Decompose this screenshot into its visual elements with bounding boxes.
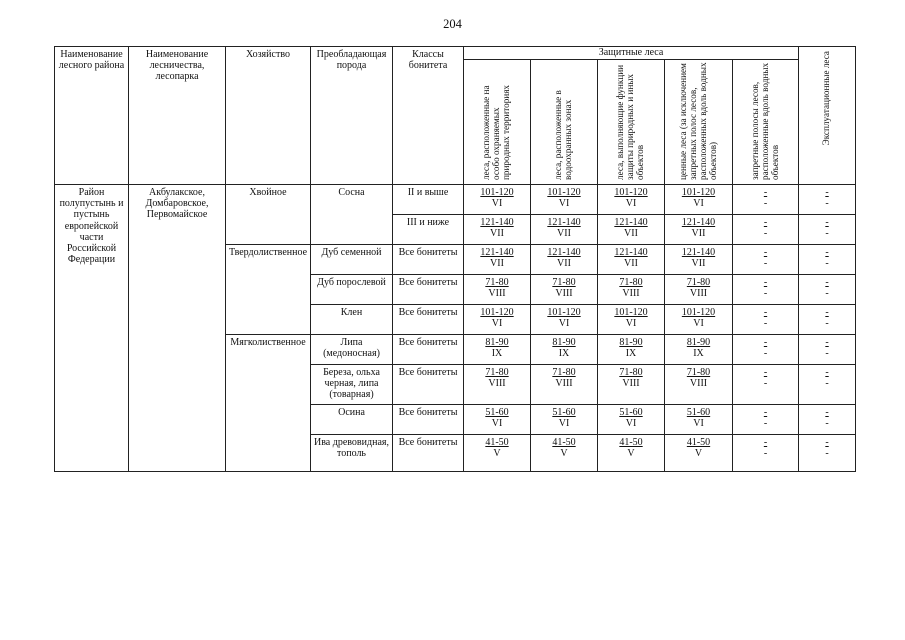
value-cell: - - <box>733 215 799 245</box>
value-cell: - - <box>733 335 799 365</box>
value-cell: - - <box>799 365 856 405</box>
header-sub-protected-areas: леса, расположенные на особо охраняемых природных территориях <box>464 60 531 185</box>
value-cell: 121-140 VII <box>598 245 665 275</box>
header-sub-valuable-forests: ценные леса (за исключением запретных полос лесов, расположенных вдоль водных объектов) <box>665 60 733 185</box>
value-cell: 41-50 V <box>531 435 598 472</box>
bonitet-cell: Все бонитеты <box>393 405 464 435</box>
value-cell: - - <box>733 185 799 215</box>
value-cell: 71-80 VIII <box>598 365 665 405</box>
value-cell: 101-120 VI <box>464 185 531 215</box>
header-species: Преобладающая порода <box>311 47 393 185</box>
value-cell: 71-80 VIII <box>598 275 665 305</box>
table-row <box>55 185 856 215</box>
value-cell: - - <box>799 405 856 435</box>
value-cell: 81-90 IX <box>464 335 531 365</box>
farm-hardwood: Твердолиственное <box>226 245 311 335</box>
value-cell: 101-120 VI <box>531 185 598 215</box>
value-cell: 71-80 VIII <box>464 275 531 305</box>
value-cell: 121-140 VII <box>464 215 531 245</box>
value-cell: 121-140 VII <box>665 245 733 275</box>
value-cell: - - <box>733 405 799 435</box>
value-cell: 101-120 VI <box>464 305 531 335</box>
header-farm: Хозяйство <box>226 47 311 185</box>
bonitet-cell: II и выше <box>393 185 464 215</box>
value-cell: 121-140 VII <box>531 245 598 275</box>
species-cell: Осина <box>311 405 393 435</box>
species-cell: Липа (медоносная) <box>311 335 393 365</box>
header-sub-water-zones: леса, расположенные в водоохранных зонах <box>531 60 598 185</box>
header-protective: Защитные леса <box>464 47 799 60</box>
header-sub-protection-functions: леса, выполняющие функции защиты природных и иных объектов <box>598 60 665 185</box>
header-region: Наименование лесного района <box>55 47 129 185</box>
value-cell: - - <box>733 245 799 275</box>
value-cell: - - <box>799 305 856 335</box>
bonitet-cell: Все бонитеты <box>393 305 464 335</box>
value-cell: 71-80 VIII <box>665 365 733 405</box>
bonitet-cell: Все бонитеты <box>393 365 464 405</box>
value-cell: - - <box>733 435 799 472</box>
value-cell: 71-80 VIII <box>531 275 598 305</box>
value-cell: 81-90 IX <box>665 335 733 365</box>
value-cell: - - <box>799 185 856 215</box>
forest-age-table <box>54 46 856 472</box>
value-cell: 121-140 VII <box>598 215 665 245</box>
value-cell: 51-60 VI <box>665 405 733 435</box>
value-cell: 71-80 VIII <box>464 365 531 405</box>
bonitet-cell: Все бонитеты <box>393 335 464 365</box>
value-cell: - - <box>799 215 856 245</box>
page-number: 204 <box>443 17 462 31</box>
species-cell: Дуб семенной <box>311 245 393 275</box>
bonitet-cell: Все бонитеты <box>393 275 464 305</box>
species-cell: Клен <box>311 305 393 335</box>
value-cell: 51-60 VI <box>598 405 665 435</box>
forestry-cell: Акбулакское, Домбаровское, Первомайское <box>129 185 226 472</box>
bonitet-cell: III и ниже <box>393 215 464 245</box>
value-cell: 41-50 V <box>665 435 733 472</box>
value-cell: 41-50 V <box>464 435 531 472</box>
bonitet-cell: Все бонитеты <box>393 435 464 472</box>
value-cell: 71-80 VIII <box>531 365 598 405</box>
value-cell: - - <box>733 365 799 405</box>
farm-softwood: Мягколиственное <box>226 335 311 472</box>
value-cell: 101-120 VI <box>665 305 733 335</box>
header-exploitation: Эксплуатационные леса <box>799 47 856 185</box>
value-cell: 101-120 VI <box>598 305 665 335</box>
species-cell: Береза, ольха черная, липа (товарная) <box>311 365 393 405</box>
value-cell: 121-140 VII <box>665 215 733 245</box>
bonitet-cell: Все бонитеты <box>393 245 464 275</box>
value-cell: - - <box>733 305 799 335</box>
species-cell: Сосна <box>311 185 393 245</box>
species-cell: Дуб порослевой <box>311 275 393 305</box>
value-cell: 51-60 VI <box>464 405 531 435</box>
value-cell: 121-140 VII <box>464 245 531 275</box>
species-cell: Ива древовидная, тополь <box>311 435 393 472</box>
value-cell: 41-50 V <box>598 435 665 472</box>
value-cell: - - <box>733 275 799 305</box>
value-cell: - - <box>799 275 856 305</box>
value-cell: 101-120 VI <box>665 185 733 215</box>
header-sub-restricted-strips: запретные полосы лесов, расположенные вдоль водных объектов <box>733 60 799 185</box>
region-cell: Район полупустынь и пустынь европейской части Российской Федерации <box>55 185 129 472</box>
value-cell: 81-90 IX <box>531 335 598 365</box>
value-cell: - - <box>799 245 856 275</box>
header-forestry: Наименование лесничества, лесопарка <box>129 47 226 185</box>
header-bonitet: Классы бонитета <box>393 47 464 185</box>
value-cell: 121-140 VII <box>531 215 598 245</box>
value-cell: 101-120 VI <box>531 305 598 335</box>
value-cell: - - <box>799 435 856 472</box>
farm-conifer: Хвойное <box>226 185 311 245</box>
value-cell: 71-80 VIII <box>665 275 733 305</box>
value-cell: 81-90 IX <box>598 335 665 365</box>
value-cell: - - <box>799 335 856 365</box>
value-cell: 101-120 VI <box>598 185 665 215</box>
value-cell: 51-60 VI <box>531 405 598 435</box>
